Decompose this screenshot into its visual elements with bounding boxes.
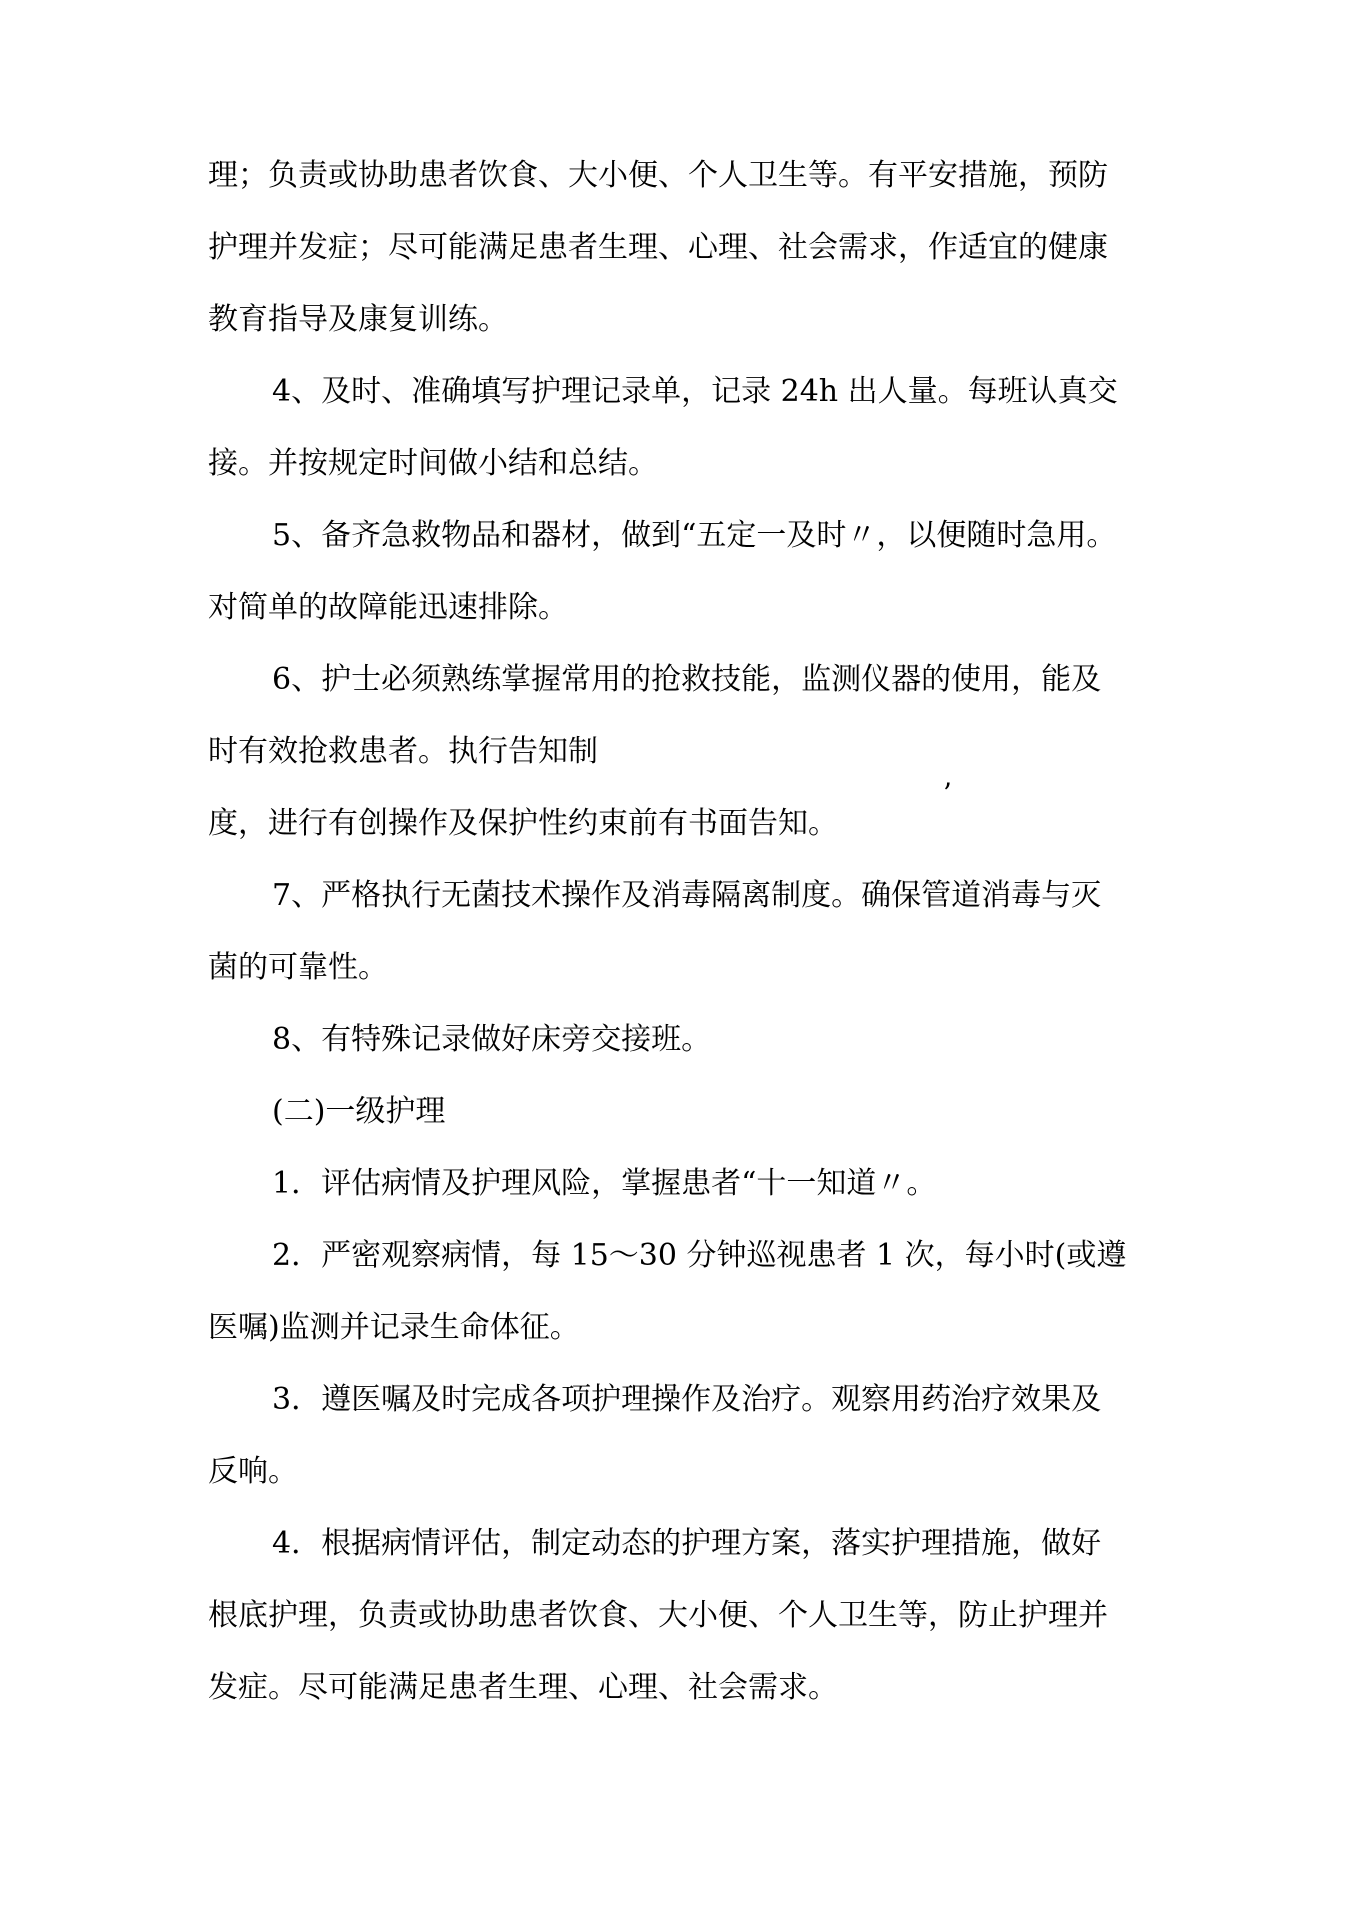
text-line: 度，进行有创操作及保护性约束前有书面告知。 <box>208 806 838 841</box>
text-line-item-3: 3．遵医嘱及时完成各项护理操作及治疗。观察用药治疗效果及 <box>272 1382 1102 1417</box>
text-line: 根底护理，负责或协助患者饮食、大小便、个人卫生等，防止护理并 <box>208 1598 1108 1633</box>
stray-apostrophe-mark: ’ <box>943 777 952 810</box>
text-line: 护理并发症；尽可能满足患者生理、心理、社会需求，作适宜的健康 <box>208 230 1108 265</box>
text-line-item-7: 7、严格执行无菌技术操作及消毒隔离制度。确保管道消毒与灭 <box>272 878 1102 913</box>
text-line: 反响。 <box>208 1454 298 1489</box>
text-line: 医嘱)监测并记录生命体征。 <box>208 1310 580 1345</box>
text-line: 菌的可靠性。 <box>208 950 388 985</box>
text-line-item-2: 2．严密观察病情，每 15～30 分钟巡视患者 1 次，每小时(或遵 <box>272 1238 1127 1273</box>
text-line-item-6: 6、护士必须熟练掌握常用的抢救技能，监测仪器的使用，能及 <box>272 662 1102 697</box>
document-body <box>208 140 1178 1724</box>
text-line: 时有效抢救患者。执行告知制 <box>208 734 598 769</box>
text-line-item-4: 4、及时、准确填写护理记录单，记录 24h 出人量。每班认真交 <box>272 374 1118 409</box>
text-line-item-8: 8、有特殊记录做好床旁交接班。 <box>272 1022 712 1057</box>
text-line-item-4b: 4．根据病情评估，制定动态的护理方案，落实护理措施，做好 <box>272 1526 1102 1561</box>
text-line: 教育指导及康复训练。 <box>208 302 508 337</box>
section-heading-level-1-care: (二)一级护理 <box>272 1094 446 1129</box>
text-line: 对简单的故障能迅速排除。 <box>208 590 568 625</box>
text-line-item-5: 5、备齐急救物品和器材，做到“五定一及时〃，以便随时急用。 <box>272 518 1117 553</box>
text-line: 理；负责或协助患者饮食、大小便、个人卫生等。有平安措施，预防 <box>208 158 1108 193</box>
text-line-item-1: 1．评估病情及护理风险，掌握患者“十一知道〃。 <box>272 1166 937 1201</box>
text-line: 接。并按规定时间做小结和总结。 <box>208 446 658 481</box>
text-line: 发症。尽可能满足患者生理、心理、社会需求。 <box>208 1670 838 1705</box>
